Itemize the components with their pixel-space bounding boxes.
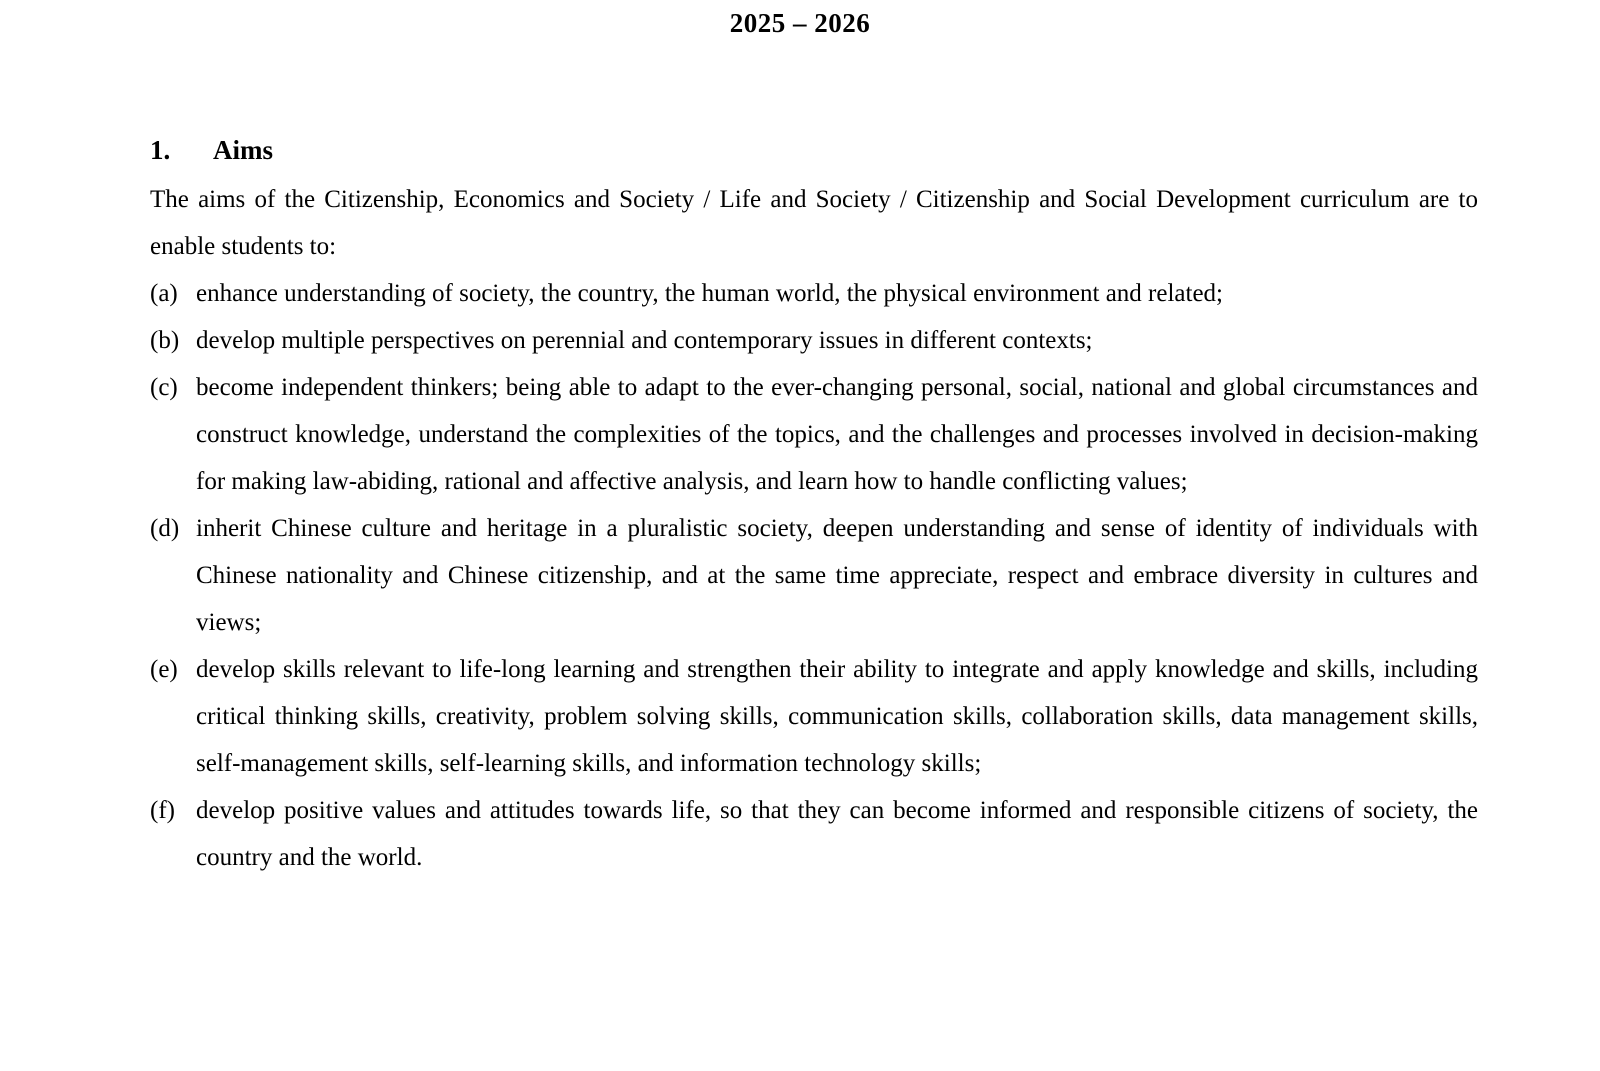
list-item-marker: (b) (150, 327, 180, 354)
document-page (0, 8, 1600, 1071)
list-item (150, 787, 1478, 881)
page-header: 2025 – 2026 (729, 8, 871, 38)
list-item-text: inherit Chinese culture and heritage in a pluralistic society, deepen understanding and sense of identity of individuals with Chinese nationality and Chinese citizenship, and at the same time appreciate, respect and embrace diversity in cultures and views; (196, 515, 1478, 636)
list-item (150, 646, 1478, 787)
list-item-text: develop multiple perspectives on perennial and contemporary issues in different contexts; (196, 327, 1093, 354)
list-item (150, 505, 1478, 646)
section-title: Aims (213, 135, 273, 165)
list-item-marker: (c) (150, 374, 178, 401)
list-item-marker: (f) (150, 797, 175, 824)
document-body (150, 135, 1478, 881)
list-item (150, 317, 1478, 364)
list-item (150, 364, 1478, 505)
section-intro-paragraph: The aims of the Citizenship, Economics and Society / Life and Society / Citizenship and Social Development curriculum are to enable students to: (150, 186, 1478, 260)
list-item-text: develop skills relevant to life-long learning and strengthen their ability to integrate and apply knowledge and skills, including critical thinking skills, creativity, problem solving skills, communication skills, collaboration skills, data management skills, self-management skills, self-learning skills, and information technology skills; (196, 656, 1478, 777)
list-item-text: develop positive values and attitudes towards life, so that they can become informed and responsible citizens of society, the country and the world. (196, 797, 1478, 871)
section-number: 1. (150, 135, 171, 165)
list-item-marker: (d) (150, 515, 180, 542)
list-item-marker: (e) (150, 656, 178, 683)
list-item-text: enhance understanding of society, the country, the human world, the physical environment and related; (196, 280, 1223, 307)
list-item (150, 270, 1478, 317)
aims-list (150, 270, 1478, 881)
list-item-text: become independent thinkers; being able to adapt to the ever-changing personal, social, national and global circumstances and construct knowledge, understand the complexities of the topics, and the challenges and processes involved in decision-making for making law-abiding, rational and affective analysis, and learn how to handle conflicting values; (196, 374, 1478, 495)
section-heading (150, 135, 1478, 166)
list-item-marker: (a) (150, 280, 178, 307)
